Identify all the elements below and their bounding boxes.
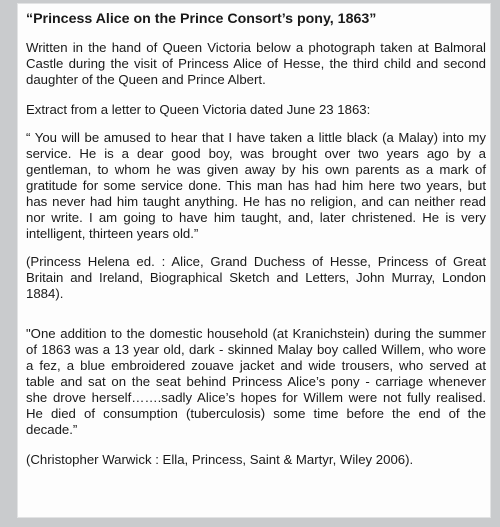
letter-quote-paragraph: “ You will be amused to hear that I have taken a little black (a Malay) into my service. He is a dear good boy, was brought over two years ago by a gentleman, to whom he was given away by his own parents as a mark of gratitude for some service done. This man has had him here two years, but has never had him taught anything. He has no religion, and can neither read nor write. I am going to have him taught, and, later christened. He is very intelligent, thirteen years old.”: [26, 130, 486, 241]
citation-warwick: (Christopher Warwick : Ella, Princess, Saint & Martyr, Wiley 2006).: [26, 452, 414, 467]
extract-heading: Extract from a letter to Queen Victoria dated June 23 1863:: [26, 102, 371, 117]
document-body: [26, 10, 486, 468]
willem-quote-paragraph: "One addition to the domestic household (at Kranichstein) during the summer of 1863 was a 13 year old, dark - skinned Malay boy called Willem, who wore a fez, a blue embroidered zouave jacket and wide trousers, who served at table and sat on the seat behind Princess Alice’s pony - carriage whenever she drove herself…….sadly Alice’s hopes for Willem were not fully realised. He died of consumption (tuberculosis) some time before the end of the decade.”: [26, 326, 486, 437]
document-title: “Princess Alice on the Prince Consort’s pony, 1863”: [26, 11, 377, 27]
document-sheet: [18, 4, 490, 517]
citation-helena: (Princess Helena ed. : Alice, Grand Duchess of Hesse, Princess of Great Britain and Ireland, Biographical Sketch and Letters, John Murray, London 1884).: [26, 254, 486, 301]
intro-paragraph: Written in the hand of Queen Victoria below a photograph taken at Balmoral Castle during the visit of Princess Alice of Hesse, the third child and second daughter of the Queen and Prince Albert.: [26, 40, 486, 87]
